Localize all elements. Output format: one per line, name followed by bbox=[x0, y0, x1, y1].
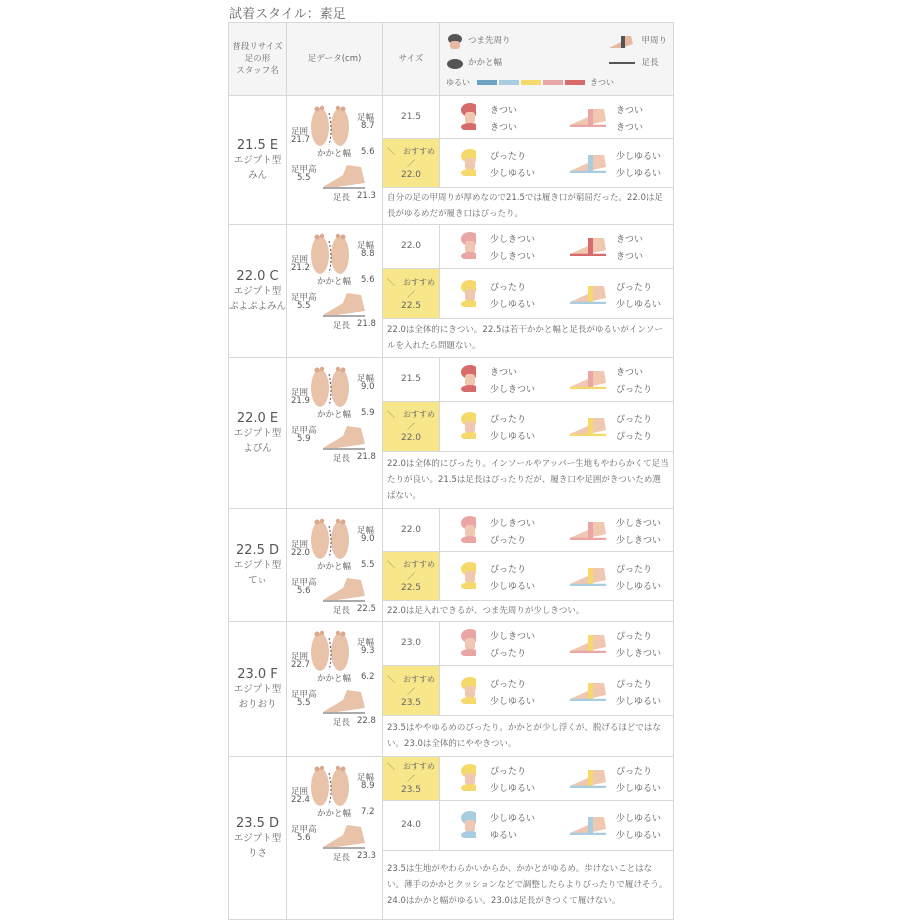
toe-fit: きつい bbox=[490, 368, 518, 379]
instep-fit: ぴったり bbox=[616, 565, 653, 575]
scale-bars bbox=[476, 77, 586, 89]
recommend-label: ＼ おすすめ ／ bbox=[386, 560, 444, 581]
page-title: 試着スタイル：素足 bbox=[229, 7, 346, 22]
trial-size: 21.5 bbox=[400, 112, 422, 122]
toe-fit-icon bbox=[460, 279, 476, 307]
usual-size: 23.5 D bbox=[235, 815, 280, 831]
foot-shape: エジプト型 bbox=[233, 559, 282, 571]
fit-scale bbox=[446, 77, 667, 89]
fit-cell bbox=[440, 358, 674, 402]
instep-label: 足甲高 bbox=[291, 165, 317, 175]
instep-fit-icon bbox=[568, 367, 608, 389]
size-cell bbox=[383, 401, 444, 451]
instep-fit: きつい bbox=[616, 235, 644, 246]
fitting-table bbox=[228, 22, 674, 920]
foot-side-photo bbox=[321, 574, 367, 604]
heel-value: 5.6 bbox=[361, 275, 375, 285]
heel-value: 5.6 bbox=[361, 147, 375, 157]
foot-top-photo bbox=[309, 103, 351, 147]
heel-fit: 少しゆるい bbox=[490, 696, 536, 707]
instep-value: 5.9 bbox=[297, 434, 311, 444]
instep-fit: ぴったり bbox=[616, 679, 653, 690]
heel-label: かかと幅 bbox=[317, 674, 352, 684]
heel-fit: 少しきつい bbox=[490, 385, 536, 396]
toe-fit-icon bbox=[460, 411, 476, 439]
scale-bar-1 bbox=[499, 80, 519, 85]
legend-toe-label: つま先周り bbox=[468, 35, 511, 46]
heel-label: かかと幅 bbox=[317, 277, 352, 287]
fit-note: 22.0は全体的にぴったり。インソールやアッパー生地もやわらかくて足当たりが良い。21.5は足長はぴったりだが、履き口や足囲がきついため選ばない。 bbox=[383, 451, 674, 508]
trial-size: 22.5 bbox=[400, 583, 422, 593]
recommend-label: ＼ おすすめ ／ bbox=[386, 762, 444, 784]
scale-bar-2 bbox=[521, 80, 541, 85]
usual-size: 22.5 D bbox=[235, 542, 280, 558]
circ-label: 足囲 bbox=[291, 652, 309, 662]
fit-cell bbox=[440, 552, 674, 601]
foot-side-photo bbox=[321, 821, 367, 851]
instep-fit-icon bbox=[568, 631, 608, 653]
length-fit: ぴったり bbox=[616, 432, 653, 443]
foot-top-photo bbox=[309, 231, 351, 275]
instep-fit-icon bbox=[568, 414, 608, 436]
heel-fit: ゆるい bbox=[490, 831, 518, 842]
width-label: 足幅 bbox=[357, 374, 375, 384]
length-fit: 少しきつい bbox=[616, 536, 662, 546]
toe-fit: ぴったり bbox=[490, 282, 527, 293]
fit-cell bbox=[440, 225, 674, 269]
instep-fit-icon bbox=[568, 151, 608, 173]
staff-name: てぃ bbox=[248, 574, 267, 586]
trial-row bbox=[229, 757, 674, 801]
instep-fit: ぴったり bbox=[616, 282, 653, 293]
instep-fit-icon bbox=[568, 105, 608, 127]
heel-fit: ぴったり bbox=[490, 649, 527, 660]
trial-size: 22.5 bbox=[400, 300, 422, 311]
foot-data-cell bbox=[287, 225, 383, 358]
instep-fit-icon bbox=[568, 813, 608, 835]
instep-fit-icon bbox=[568, 564, 608, 586]
usual-size: 21.5 E bbox=[236, 137, 279, 153]
fit-cell bbox=[440, 268, 674, 318]
foot-shape: エジプト型 bbox=[233, 427, 282, 439]
instep-value: 5.6 bbox=[297, 585, 311, 596]
instep-fit-icon bbox=[568, 234, 608, 256]
length-line-icon bbox=[607, 58, 637, 68]
heel-fit: きつい bbox=[490, 123, 518, 133]
heel-fit: 少しゆるい bbox=[490, 169, 536, 179]
width-label: 足幅 bbox=[357, 525, 375, 536]
size-cell bbox=[383, 139, 444, 188]
size-cell bbox=[383, 268, 444, 318]
toe-fit-icon bbox=[460, 148, 476, 176]
length-fit: 少しゆるい bbox=[616, 582, 662, 592]
circ-label: 足囲 bbox=[291, 787, 309, 797]
foot-shape: エジプト型 bbox=[233, 154, 282, 166]
scale-tight-label: きつい bbox=[590, 77, 614, 87]
circ-value: 22.7 bbox=[291, 660, 310, 670]
fit-note: 自分の足の甲周りが厚めなので21.5では履き口が窮屈だった。22.0は足長がゆるめだが履き口はぴったり。 bbox=[383, 188, 674, 225]
circ-value: 22.4 bbox=[291, 795, 310, 805]
instep-fit: きつい bbox=[616, 368, 644, 379]
staff-cell bbox=[229, 225, 287, 358]
legend-instep-row bbox=[607, 30, 667, 52]
staff-cell bbox=[229, 96, 287, 225]
instep-shape-icon bbox=[607, 32, 637, 50]
legend-heel-label: かかと幅 bbox=[468, 57, 503, 68]
instep-fit-icon bbox=[568, 282, 608, 304]
length-label: 足長 bbox=[333, 321, 351, 331]
fit-cell bbox=[440, 401, 674, 451]
fit-note: 23.5は生地がやわらかいからか、かかとがゆるめ。歩けないことはない。薄手のかかとクッションなどで調整したらよりぴったりで履けそう。24.0はかかと幅がゆるい。23.0は足長がきつくて履けない。 bbox=[383, 850, 674, 919]
circ-label: 足囲 bbox=[291, 388, 309, 398]
size-cell bbox=[383, 665, 444, 715]
length-fit: きつい bbox=[616, 123, 644, 133]
trial-size: 22.0 bbox=[400, 241, 422, 252]
trial-row bbox=[229, 225, 674, 269]
heel-label: かかと幅 bbox=[317, 809, 352, 819]
length-fit: 少しゆるい bbox=[616, 784, 662, 795]
toe-fit-icon bbox=[460, 102, 476, 130]
width-value: 9.3 bbox=[361, 646, 375, 656]
staff-name: りさ bbox=[247, 847, 267, 859]
trial-row bbox=[229, 622, 674, 666]
length-value: 21.3 bbox=[357, 191, 376, 201]
size-cell bbox=[383, 225, 440, 269]
instep-value: 5.5 bbox=[297, 301, 311, 311]
heel-label: かかと幅 bbox=[317, 149, 352, 159]
trial-size: 23.0 bbox=[400, 638, 422, 649]
heel-value: 6.2 bbox=[361, 672, 375, 682]
legend-length-row bbox=[607, 52, 667, 74]
instep-fit: 少しゆるい bbox=[616, 814, 662, 825]
toe-fit: 少しきつい bbox=[490, 632, 536, 643]
toe-fit-icon bbox=[460, 364, 476, 392]
circ-value: 21.7 bbox=[291, 135, 310, 145]
length-label: 足長 bbox=[333, 605, 351, 616]
width-label: 足幅 bbox=[357, 113, 375, 123]
width-label: 足幅 bbox=[357, 638, 375, 648]
foot-side-photo bbox=[321, 289, 367, 319]
staff-name: ぷよぷよみん bbox=[229, 300, 287, 312]
fit-cell bbox=[440, 622, 674, 666]
foot-top-photo bbox=[309, 628, 351, 672]
staff-cell bbox=[229, 509, 287, 622]
instep-fit-icon bbox=[568, 518, 608, 540]
fit-note: 23.5はややゆるめのぴったり。かかとが少し浮くが、脱げるほどではない。23.0は全体的にややきつい。 bbox=[383, 716, 674, 757]
size-cell bbox=[383, 800, 440, 850]
instep-fit: ぴったり bbox=[616, 632, 653, 643]
recommend-label: ＼ おすすめ ／ bbox=[386, 147, 444, 168]
fit-cell bbox=[440, 139, 674, 188]
length-value: 21.8 bbox=[357, 452, 376, 462]
toe-fit-icon bbox=[460, 515, 476, 543]
header-usual-size: 普段リサイズ bbox=[232, 42, 283, 52]
scale-bar-0 bbox=[477, 80, 497, 85]
trial-size: 22.0 bbox=[400, 525, 422, 535]
instep-fit: 少しゆるい bbox=[616, 152, 662, 162]
circ-value: 21.2 bbox=[291, 263, 310, 273]
legend-toe-row bbox=[446, 30, 511, 52]
length-label: 足長 bbox=[333, 718, 351, 728]
legend-heel-row bbox=[446, 52, 511, 74]
length-label: 足長 bbox=[333, 454, 351, 464]
length-fit: きつい bbox=[616, 252, 644, 263]
foot-side-photo bbox=[321, 161, 367, 191]
trial-size: 22.0 bbox=[400, 433, 422, 444]
foot-data-header: 足データ(cm) bbox=[287, 23, 383, 96]
fit-cell bbox=[440, 757, 674, 801]
heel-fit: 少しゆるい bbox=[490, 299, 536, 310]
staff-header bbox=[229, 23, 287, 96]
length-label: 足長 bbox=[333, 193, 351, 203]
foot-shape: エジプト型 bbox=[233, 285, 282, 297]
foot-data-cell bbox=[287, 358, 383, 509]
heel-fit: 少しゆるい bbox=[490, 582, 536, 592]
length-value: 21.8 bbox=[357, 319, 376, 329]
toe-shape-icon bbox=[446, 32, 464, 50]
foot-data-cell bbox=[287, 509, 383, 622]
toe-fit-icon bbox=[460, 676, 476, 704]
toe-fit: 少しきつい bbox=[490, 519, 536, 529]
staff-name: よぴん bbox=[243, 442, 272, 454]
size-cell bbox=[383, 96, 440, 139]
width-value: 8.7 bbox=[361, 121, 375, 131]
toe-fit: きつい bbox=[490, 106, 518, 116]
instep-label: 足甲高 bbox=[291, 577, 317, 588]
toe-fit-icon bbox=[460, 231, 476, 259]
length-value: 22.8 bbox=[357, 716, 376, 726]
header-foot-shape: 足の形 bbox=[244, 54, 271, 64]
length-fit: 少しゆるい bbox=[616, 299, 662, 310]
toe-fit: 少しゆるい bbox=[490, 814, 536, 825]
header-staff-name: スタッフ名 bbox=[236, 66, 279, 76]
heel-value: 5.9 bbox=[361, 408, 375, 418]
circ-value: 21.9 bbox=[291, 396, 310, 406]
scale-bar-4 bbox=[565, 80, 585, 85]
toe-fit: ぴったり bbox=[490, 679, 527, 690]
staff-name: みん bbox=[247, 169, 267, 181]
size-header: サイズ bbox=[383, 23, 440, 96]
instep-fit: ぴったり bbox=[616, 415, 653, 426]
trial-size: 23.5 bbox=[400, 697, 422, 708]
foot-shape: エジプト型 bbox=[233, 683, 282, 695]
foot-side-photo bbox=[321, 422, 367, 452]
length-fit: ぴったり bbox=[616, 385, 653, 396]
instep-value: 5.6 bbox=[297, 833, 311, 843]
foot-top-photo bbox=[309, 763, 351, 807]
toe-fit: ぴったり bbox=[490, 415, 527, 426]
length-fit: 少しゆるい bbox=[616, 696, 662, 707]
recommend-label: ＼ おすすめ ／ bbox=[386, 277, 444, 299]
heel-label: かかと幅 bbox=[317, 410, 352, 420]
circ-label: 足囲 bbox=[291, 539, 309, 550]
length-label: 足長 bbox=[333, 853, 351, 863]
toe-fit-icon bbox=[460, 628, 476, 656]
fit-cell bbox=[440, 665, 674, 715]
heel-fit: ぴったり bbox=[490, 536, 527, 546]
width-label: 足幅 bbox=[357, 773, 375, 783]
toe-fit-icon bbox=[460, 763, 476, 791]
foot-top-photo bbox=[309, 364, 351, 408]
heel-value: 7.2 bbox=[361, 807, 375, 817]
instep-label: 足甲高 bbox=[291, 690, 317, 700]
heel-shape-icon bbox=[446, 56, 464, 70]
recommend-label: ＼ おすすめ ／ bbox=[386, 674, 444, 696]
fit-legend-header bbox=[440, 23, 674, 96]
width-value: 8.8 bbox=[361, 249, 375, 259]
heel-label: かかと幅 bbox=[317, 561, 352, 572]
fit-cell bbox=[440, 800, 674, 850]
staff-cell bbox=[229, 358, 287, 509]
trial-size: 23.5 bbox=[400, 785, 422, 796]
size-cell bbox=[383, 552, 444, 601]
size-cell bbox=[383, 358, 440, 402]
staff-cell bbox=[229, 757, 287, 920]
instep-value: 5.5 bbox=[297, 698, 311, 708]
trial-size: 21.5 bbox=[400, 374, 422, 385]
size-cell bbox=[383, 757, 444, 801]
width-value: 8.9 bbox=[361, 781, 375, 791]
foot-side-photo bbox=[321, 686, 367, 716]
legend-instep-label: 甲周り bbox=[641, 35, 667, 46]
scale-loose-label: ゆるい bbox=[446, 77, 470, 87]
recommend-label: ＼ おすすめ ／ bbox=[386, 410, 444, 432]
instep-fit-icon bbox=[568, 766, 608, 788]
size-cell bbox=[383, 509, 440, 552]
instep-label: 足甲高 bbox=[291, 426, 317, 436]
toe-fit: ぴったり bbox=[490, 767, 527, 778]
foot-data-cell bbox=[287, 757, 383, 920]
usual-size: 22.0 C bbox=[236, 268, 279, 284]
circ-label: 足囲 bbox=[291, 255, 309, 265]
legend-length-label: 足長 bbox=[641, 57, 659, 68]
instep-fit-icon bbox=[568, 679, 608, 701]
foot-shape: エジプト型 bbox=[233, 832, 282, 844]
length-fit: 少しゆるい bbox=[616, 831, 662, 842]
staff-name: おりおり bbox=[238, 698, 277, 710]
trial-row bbox=[229, 509, 674, 552]
fit-cell bbox=[440, 96, 674, 139]
fit-cell bbox=[440, 509, 674, 552]
instep-fit: きつい bbox=[616, 106, 644, 116]
trial-row bbox=[229, 358, 674, 402]
heel-fit: 少しきつい bbox=[490, 252, 536, 263]
length-fit: 少しきつい bbox=[616, 649, 662, 660]
staff-cell bbox=[229, 622, 287, 757]
fit-note: 22.0は全体的にきつい。22.5は若干かかと幅と足長がゆるいがインソールを入れたら問題ない。 bbox=[383, 319, 674, 358]
instep-value: 5.5 bbox=[297, 173, 311, 183]
instep-label: 足甲高 bbox=[291, 825, 317, 835]
circ-value: 22.0 bbox=[291, 547, 310, 558]
toe-fit-icon bbox=[460, 561, 476, 589]
length-value: 23.3 bbox=[357, 851, 376, 861]
fit-note: 22.0は足入れできるが、つま先周りが少しきつい。 bbox=[383, 601, 674, 622]
length-fit: 少しゆるい bbox=[616, 169, 662, 179]
circ-label: 足囲 bbox=[291, 127, 309, 137]
scale-bar-3 bbox=[543, 80, 563, 85]
foot-top-photo bbox=[309, 516, 351, 560]
trial-size: 22.0 bbox=[400, 170, 422, 180]
width-value: 9.0 bbox=[361, 382, 375, 392]
toe-fit: ぴったり bbox=[490, 152, 527, 162]
width-value: 9.0 bbox=[361, 533, 375, 544]
foot-data-cell bbox=[287, 96, 383, 225]
foot-data-cell bbox=[287, 622, 383, 757]
instep-fit: ぴったり bbox=[616, 767, 653, 778]
usual-size: 22.0 E bbox=[236, 410, 279, 426]
toe-fit-icon bbox=[460, 810, 476, 838]
toe-fit: 少しきつい bbox=[490, 235, 536, 246]
instep-fit: 少しきつい bbox=[616, 519, 662, 529]
length-value: 22.5 bbox=[357, 603, 376, 614]
heel-fit: 少しゆるい bbox=[490, 432, 536, 443]
heel-fit: 少しゆるい bbox=[490, 784, 536, 795]
trial-row bbox=[229, 96, 674, 139]
size-cell bbox=[383, 622, 440, 666]
heel-value: 5.5 bbox=[361, 559, 375, 570]
trial-size: 24.0 bbox=[400, 820, 422, 831]
instep-label: 足甲高 bbox=[291, 293, 317, 303]
width-label: 足幅 bbox=[357, 241, 375, 251]
usual-size: 23.0 F bbox=[237, 666, 278, 682]
toe-fit: ぴったり bbox=[490, 565, 527, 575]
